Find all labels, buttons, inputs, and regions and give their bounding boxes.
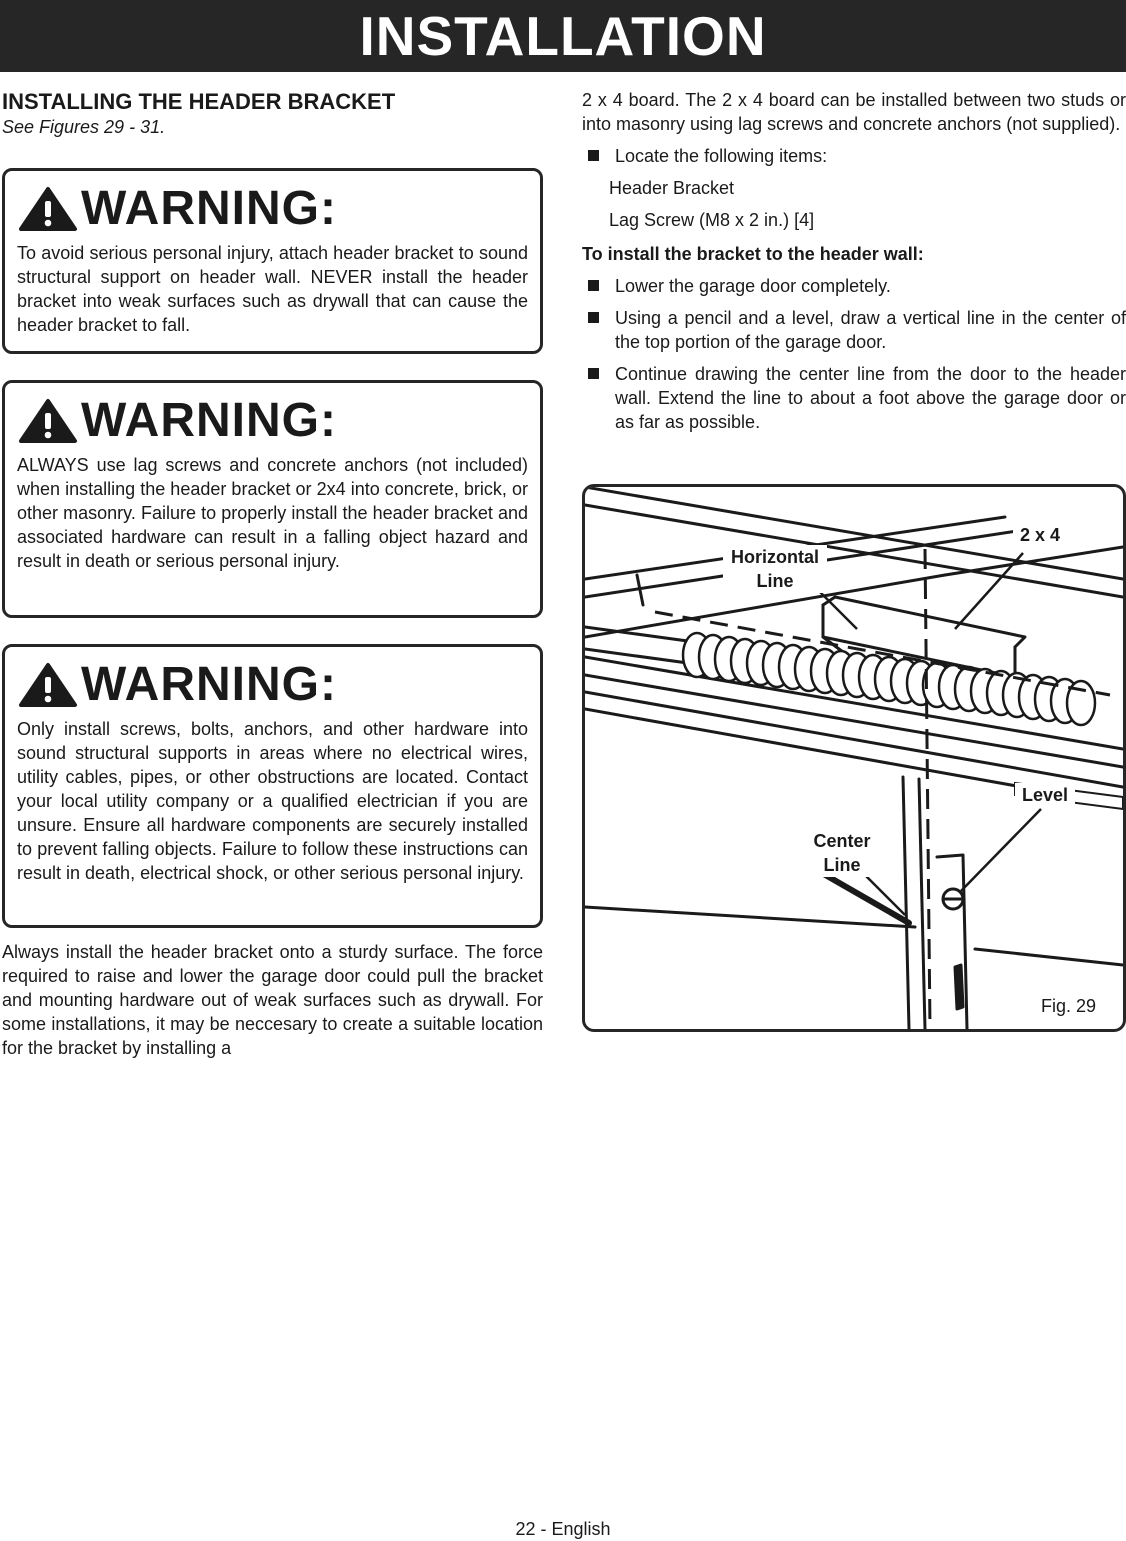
section-title: INSTALLING THE HEADER BRACKET <box>2 89 396 114</box>
callout-2x4: 2 x 4 <box>1013 523 1067 547</box>
step-item <box>582 362 1126 434</box>
step-item <box>582 306 1126 354</box>
warning-box-3 <box>2 644 543 928</box>
warning-box-1 <box>2 168 543 354</box>
procedure-heading: To install the bracket to the header wall: <box>582 244 924 264</box>
parts-item: Lag Screw (M8 x 2 in.) [4] <box>609 210 815 230</box>
callout-horizontal-line <box>723 545 827 593</box>
parts-item: Header Bracket <box>609 178 735 198</box>
callout-text: Line <box>756 571 794 591</box>
step-text: Continue drawing the center line from the door to the header wall. Extend the line to about a foot above the garage door or as far as possible. <box>615 364 1126 432</box>
step-text: Lower the garage door completely. <box>615 276 891 296</box>
bullet-locate <box>582 144 1126 168</box>
callout-text: Center <box>813 831 871 851</box>
garage-door-illustration <box>585 487 1123 1029</box>
page-footer: 22 - English <box>515 1519 611 1539</box>
bullet-square-icon <box>588 368 599 379</box>
warning-title: WARNING: <box>81 394 337 447</box>
figure-29 <box>582 484 1126 1032</box>
warning-triangle-icon <box>17 661 79 709</box>
warning-header <box>17 394 528 447</box>
warning-title: WARNING: <box>81 658 337 711</box>
warning-header <box>17 182 528 235</box>
body-paragraph: Always install the header bracket onto a sturdy surface. The force required to raise and lower the garage door could pull the bracket and mounting hardware out of weak surfaces such as drywall. For some installations, it may be neccesary to create a suitable location for the bracket by installing a <box>2 942 543 1058</box>
warning-triangle-icon <box>17 185 79 233</box>
bullet-square-icon <box>588 280 599 291</box>
callout-text: Horizontal <box>731 547 819 567</box>
warning-header <box>17 658 528 711</box>
left-column <box>2 88 543 1060</box>
figure-reference: See Figures 29 - 31. <box>2 117 166 137</box>
callout-center-line <box>805 829 879 877</box>
body-paragraph-continued: 2 x 4 board. The 2 x 4 board can be installed between two studs or into masonry using lag screws and concrete anchors (not supplied). <box>582 90 1126 134</box>
warning-triangle-icon <box>17 397 79 445</box>
warning-text: Only install screws, bolts, anchors, and other hardware into sound structural supports in areas where no electrical wires, utility cables, pipes, or other obstructions are located. Contact your local utility company or a qualified electrician if you are unsure. Ensure all hardware components are securely installed to prevent falling objects. Failure to follow these instructions can result in death, electrical shock, or other serious personal injury. <box>17 719 528 883</box>
warning-text: ALWAYS use lag screws and concrete anchors (not included) when installing the header bracket or 2x4 into concrete, brick, or other masonry. Failure to properly install the header bracket and associated hardware can result in a falling object hazard and result in death or serious personal injury. <box>17 455 528 571</box>
callout-level: Level <box>1015 783 1075 807</box>
bullet-square-icon <box>588 312 599 323</box>
step-item <box>582 274 1126 298</box>
warning-box-2 <box>2 380 543 618</box>
section-banner: INSTALLATION <box>0 0 1126 72</box>
figure-label: Fig. 29 <box>1041 996 1097 1016</box>
bullet-square-icon <box>588 150 599 161</box>
warning-title: WARNING: <box>81 182 337 235</box>
right-column <box>582 88 1126 434</box>
bullet-text: Locate the following items: <box>615 146 828 166</box>
step-text: Using a pencil and a level, draw a vertical line in the center of the top portion of the garage door. <box>615 308 1126 352</box>
warning-text: To avoid serious personal injury, attach header bracket to sound structural support on header wall. NEVER install the header bracket into weak surfaces such as drywall that can cause the header bracket to fall. <box>17 243 528 335</box>
callout-text: Line <box>823 855 861 875</box>
